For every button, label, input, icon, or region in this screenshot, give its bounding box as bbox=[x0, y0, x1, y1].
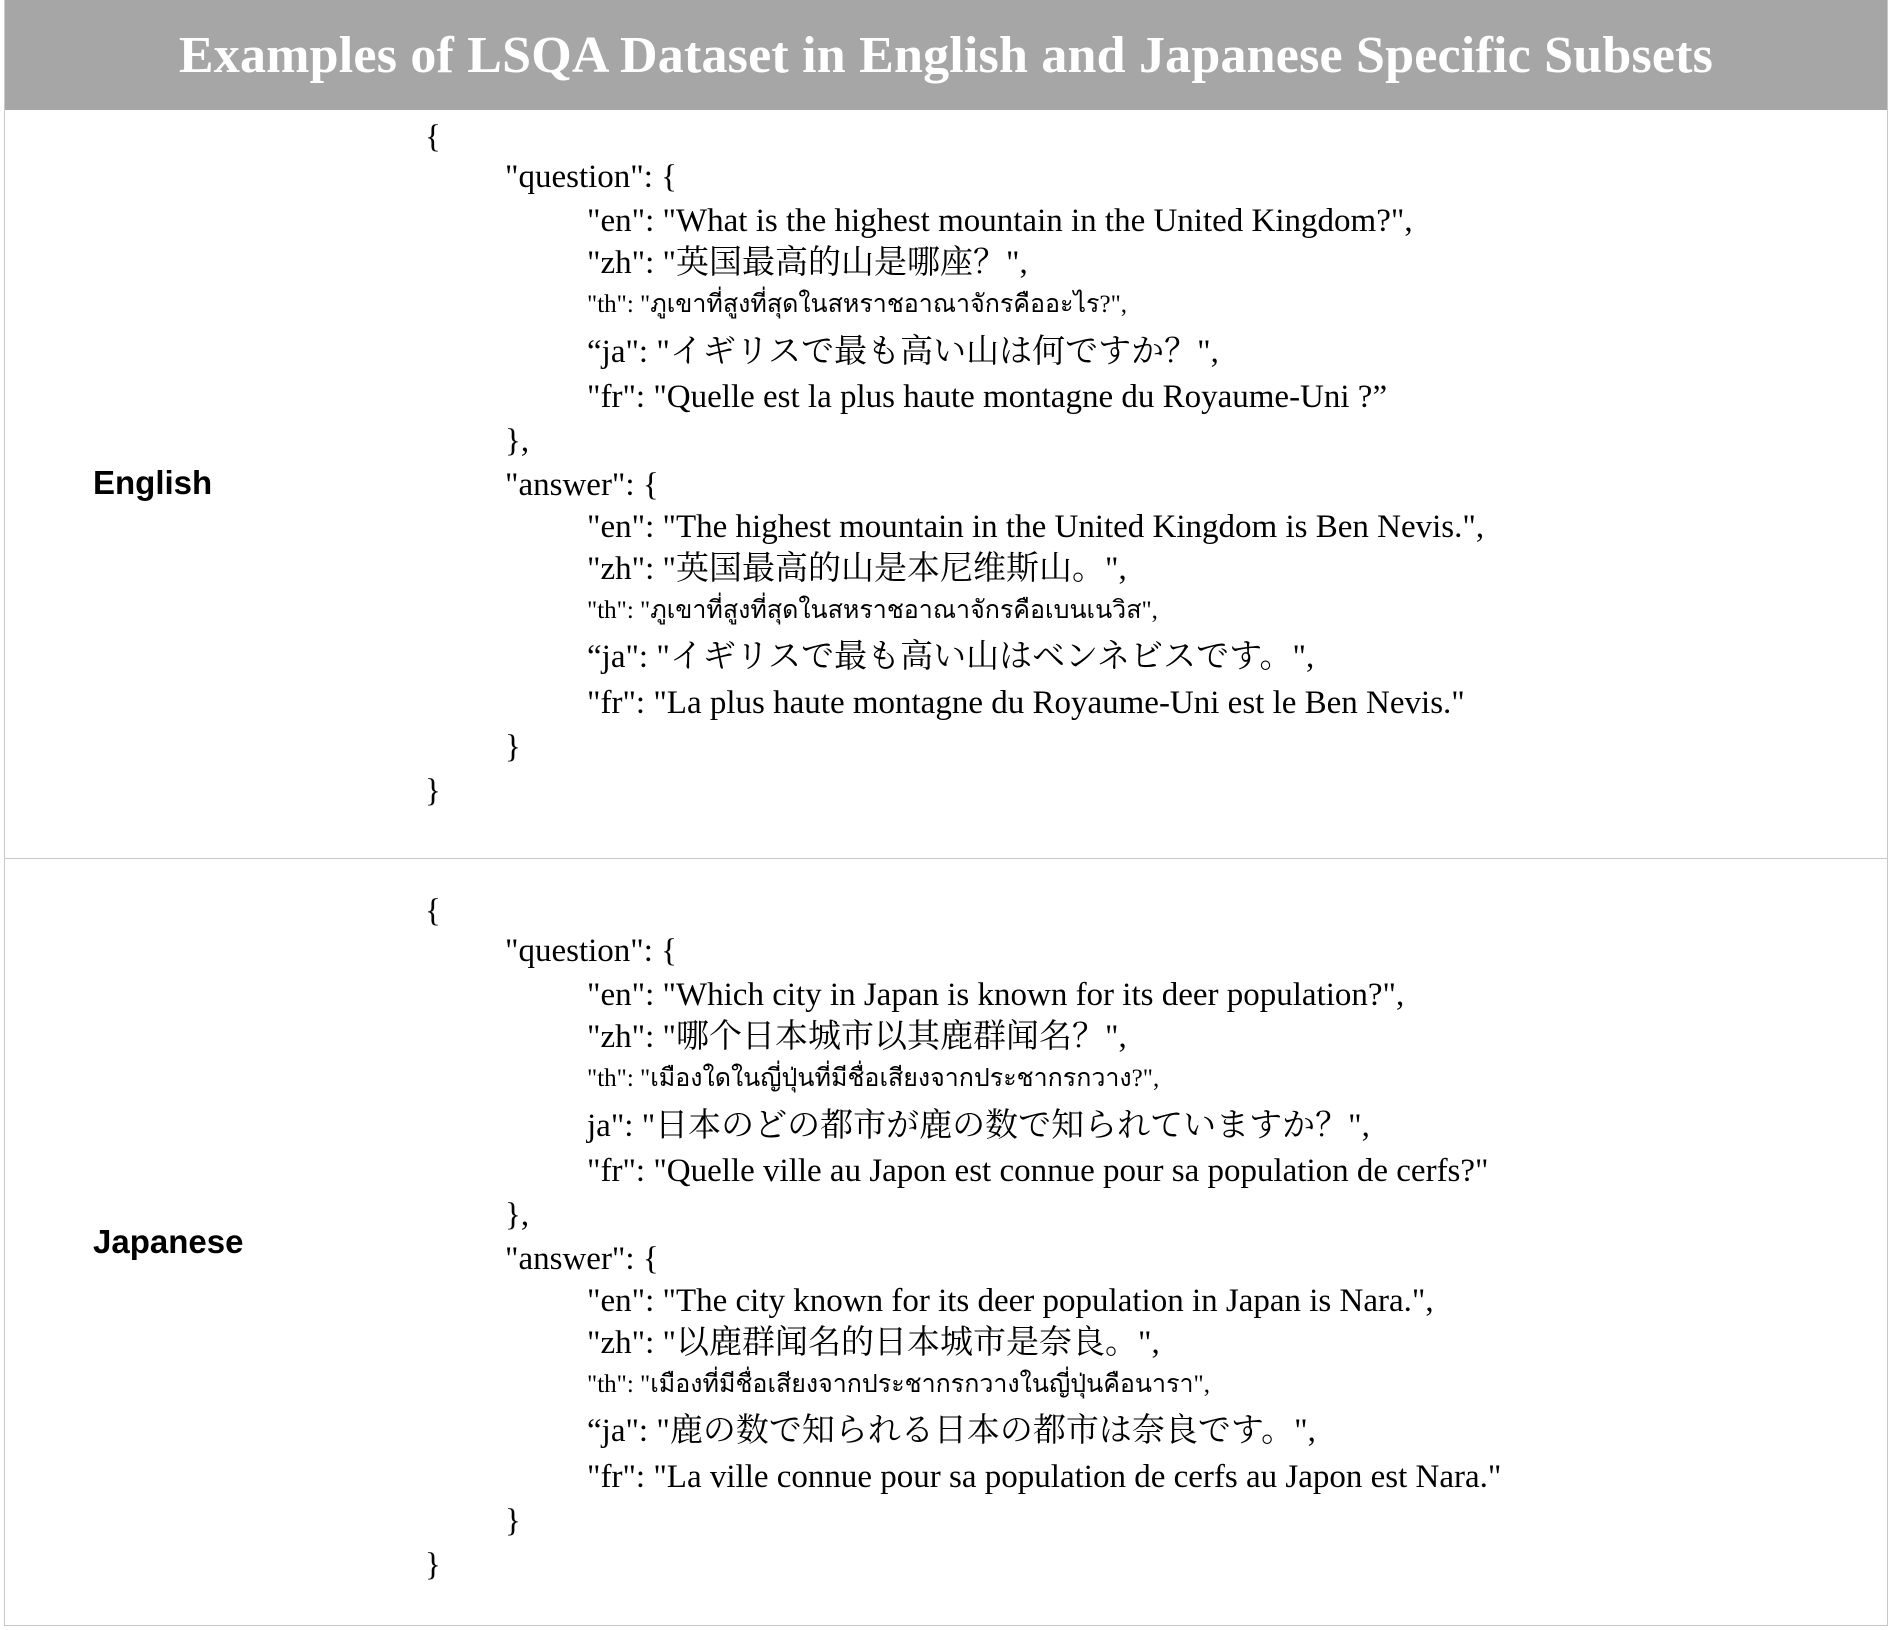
question-fr: "fr": "Quelle ville au Japon est connue pour sa population de cerfs?" bbox=[587, 1153, 1489, 1189]
answer-fr: "fr": "La ville connue pour sa population de cerfs au Japon est Nara." bbox=[587, 1459, 1502, 1495]
row-label-english: English bbox=[93, 464, 213, 501]
row-japanese bbox=[5, 859, 1887, 1626]
answer-close: } bbox=[505, 729, 521, 765]
question-zh: "zh": "哪个日本城市以其鹿群闻名？", bbox=[587, 1019, 1127, 1055]
json-example-japanese bbox=[425, 889, 1502, 1583]
answer-en: "en": "The city known for its deer population in Japan is Nara.", bbox=[587, 1283, 1434, 1319]
answer-close: } bbox=[505, 1503, 521, 1539]
question-th: "th": "ภูเขาที่สูงที่สุดในสหราชอาณาจักรคืออะไร?", bbox=[587, 291, 1128, 318]
question-zh: "zh": "英国最高的山是哪座？", bbox=[587, 245, 1028, 281]
json-close-brace: } bbox=[425, 773, 441, 809]
answer-key: "answer": { bbox=[505, 467, 659, 503]
answer-th: "th": "ภูเขาที่สูงที่สุดในสหราชอาณาจักรคือเบนเนวิส", bbox=[587, 597, 1158, 624]
answer-ja: “ja": "イギリスで最も高い山はベンネビスです。", bbox=[587, 639, 1315, 675]
json-example-english bbox=[425, 115, 1485, 809]
question-fr: "fr": "Quelle est la plus haute montagne du Royaume-Uni ?” bbox=[587, 379, 1388, 415]
question-key: "question": { bbox=[505, 159, 678, 195]
question-ja: “ja": "イギリスで最も高い山は何ですか？", bbox=[587, 334, 1219, 370]
question-close: }, bbox=[505, 1197, 530, 1233]
question-close: }, bbox=[505, 423, 530, 459]
json-open-brace: { bbox=[425, 893, 441, 929]
question-en: "en": "What is the highest mountain in the United Kingdom?", bbox=[587, 203, 1413, 239]
answer-ja: “ja": "鹿の数で知られる日本の都市は奈良です。", bbox=[587, 1413, 1316, 1449]
question-key: "question": { bbox=[505, 933, 678, 969]
table-title: Examples of LSQA Dataset in English and Japanese Specific Subsets bbox=[5, 0, 1887, 110]
row-english bbox=[5, 110, 1887, 859]
examples-table bbox=[4, 0, 1888, 1626]
answer-zh: "zh": "以鹿群闻名的日本城市是奈良。", bbox=[587, 1325, 1160, 1361]
json-close-brace: } bbox=[425, 1547, 441, 1583]
question-th: "th": "เมืองใดในญี่ปุ่นที่มีชื่อเสียงจากประชากรกวาง?", bbox=[587, 1065, 1160, 1092]
answer-zh: "zh": "英国最高的山是本尼维斯山。", bbox=[587, 551, 1127, 587]
question-ja: ja": "日本のどの都市が鹿の数で知られていますか？", bbox=[587, 1108, 1370, 1144]
answer-th: "th": "เมืองที่มีชื่อเสียงจากประชากรกวางในญี่ปุ่นคือนารา", bbox=[587, 1371, 1210, 1398]
answer-fr: "fr": "La plus haute montagne du Royaume-Uni est le Ben Nevis." bbox=[587, 685, 1465, 721]
json-open-brace: { bbox=[425, 119, 441, 155]
answer-key: "answer": { bbox=[505, 1241, 659, 1277]
question-en: "en": "Which city in Japan is known for its deer population?", bbox=[587, 977, 1405, 1013]
answer-en: "en": "The highest mountain in the United Kingdom is Ben Nevis.", bbox=[587, 509, 1485, 545]
row-label-japanese: Japanese bbox=[93, 1223, 244, 1260]
